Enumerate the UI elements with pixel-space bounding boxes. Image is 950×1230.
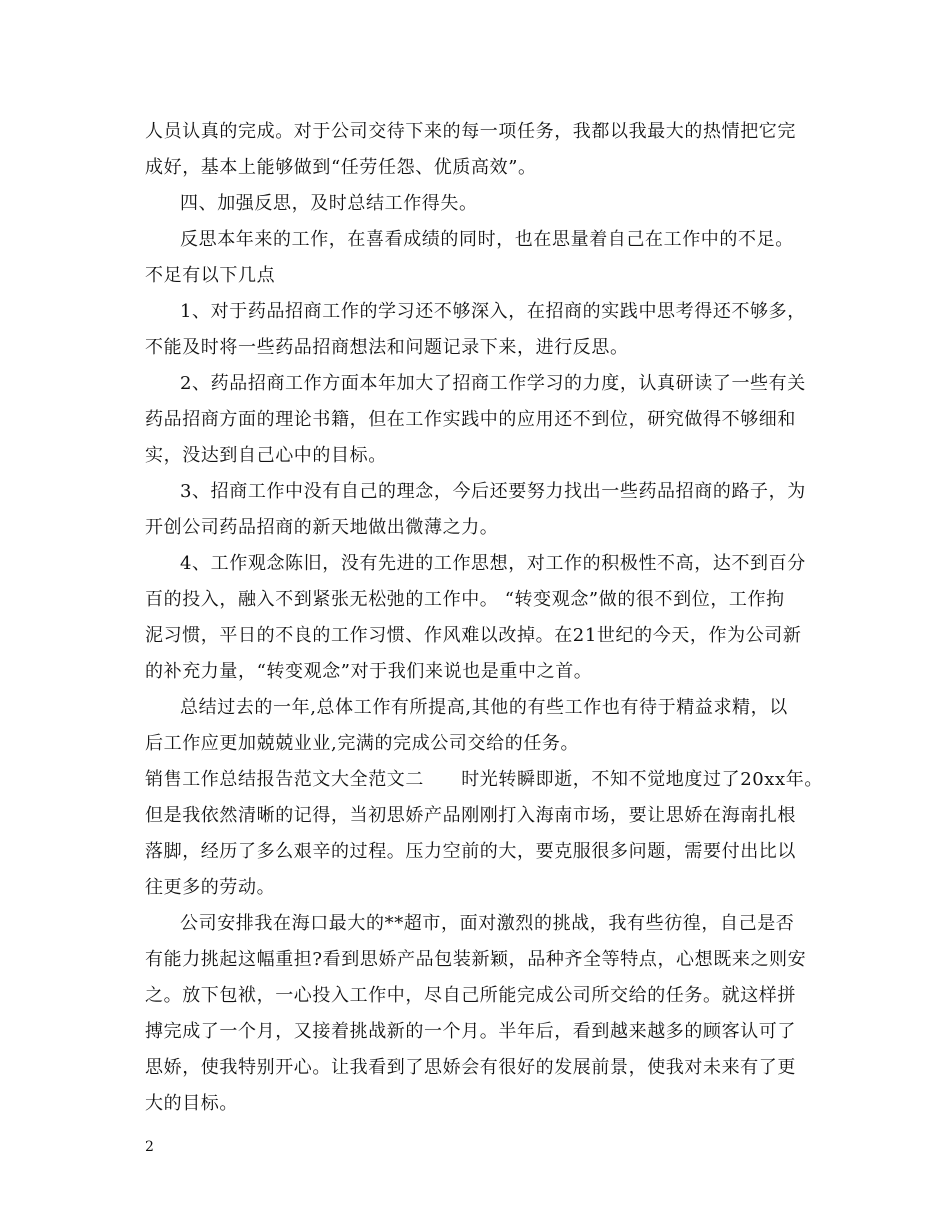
text-line: 泥习惯，平日的不良的工作习惯、作风难以改掉。在21世纪的今天，作为公司新 [145,625,802,646]
list-item-2: 2、药品招商工作方面本年加大了招商工作学习的力度，认真研读了一些有关 [180,373,806,394]
text-line: 开创公司药品招商的新天地做出微薄之力。 [145,517,499,538]
text-line: 思娇，使我特别开心。让我看到了思娇会有很好的发展前景，使我对未来有了更 [145,1057,796,1078]
text-line: 药品招商方面的理论书籍，但在工作实践中的应用还不到位，研究做得不够细和 [145,409,796,430]
text-line: 实，没达到自己心中的目标。 [145,445,387,466]
text-line: 不能及时将一些药品招商想法和问题记录下来，进行反思。 [145,337,629,358]
list-item-3: 3、招商工作中没有自己的理念，今后还要努力找出一些药品招商的路子，为 [180,481,806,502]
text-line: 人员认真的完成。对于公司交待下来的每一项任务，我都以我最大的热情把它完 [145,121,796,142]
text-line: 后工作应更加兢兢业业,完满的完成公司交给的任务。 [145,733,580,754]
text-line: 但是我依然清晰的记得，当初思娇产品刚刚打入海南市场，要让思娇在海南扎根 [145,805,796,826]
text-line: 的补充力量，“转变观念”对于我们来说也是重中之首。 [145,661,593,682]
text-line: 之。放下包袱，一心投入工作中，尽自己所能完成公司所交给的任务。就这样拼 [145,985,796,1006]
text-line: 公司安排我在海口最大的**超市，面对激烈的挑战，我有些彷徨，自己是否 [180,913,795,934]
text-line: 往更多的劳动。 [145,877,276,898]
text-line: 成好，基本上能够做到“任劳任怨、优质高效”。 [145,157,537,178]
list-item-1: 1、对于药品招商工作的学习还不够深入，在招商的实践中思考得还不够多， [180,301,806,322]
text-line: 反思本年来的工作，在喜看成绩的同时，也在思量着自己在工作中的不足。 [180,229,794,250]
text-line: 搏完成了一个月，又接着挑战新的一个月。半年后，看到越来越多的顾客认可了 [145,1021,796,1042]
page-number: 2 [145,1139,154,1155]
section-heading: 四、加强反思，及时总结工作得失。 [180,193,478,214]
text-line: 落脚，经历了多么艰辛的过程。压力空前的大，要克服很多问题，需要付出比以 [145,841,796,862]
text-line: 百的投入，融入不到紧张无松弛的工作中。 “转变观念”做的很不到位，工作拘 [145,589,785,610]
text-line: 总结过去的一年,总体工作有所提高,其他的有些工作也有待于精益求精，以 [180,697,788,718]
text-line: 不足有以下几点 [145,265,276,286]
text-line: 大的目标。 [145,1093,238,1114]
text-line: 有能力挑起这幅重担?看到思娇产品包装新颖，品种齐全等特点，心想既来之则安 [145,949,807,970]
list-item-4: 4、工作观念陈旧，没有先进的工作思想，对工作的积极性不高，达不到百分 [180,553,806,574]
article-heading-line: 销售工作总结报告范文大全范文二 时光转瞬即逝，不知不觉地度过了20xx年。 [145,769,824,790]
